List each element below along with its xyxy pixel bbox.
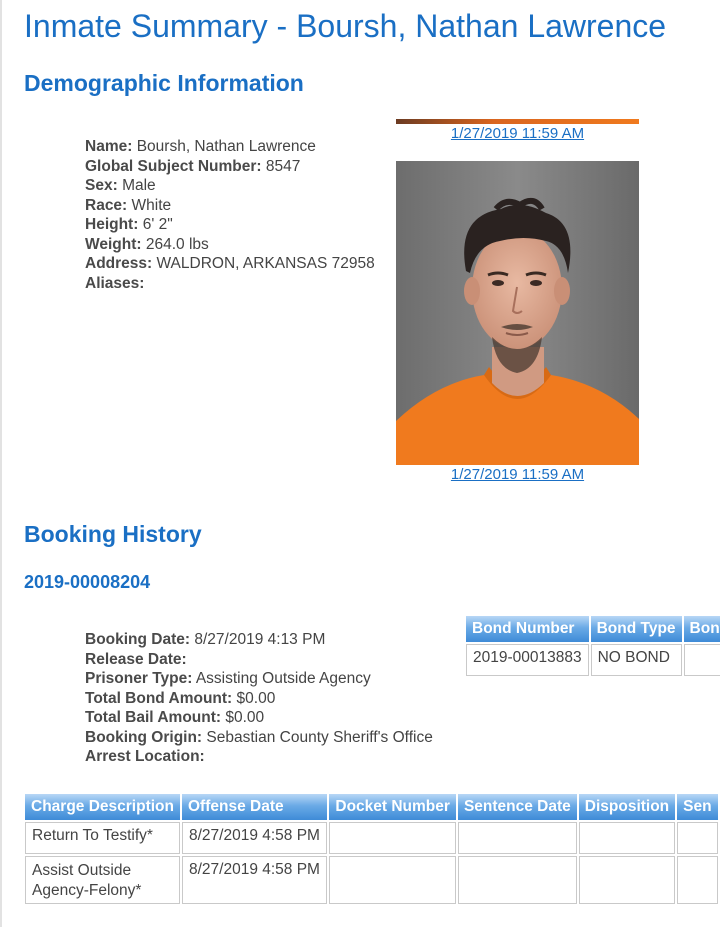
field-address: Address: WALDRON, ARKANSAS 72958 <box>85 255 375 272</box>
charge-description-cell: Return To Testify* <box>25 822 180 854</box>
offense-date-header: Offense Date <box>182 794 327 820</box>
previous-photo-cropped <box>396 119 639 124</box>
charge-table <box>23 792 720 906</box>
demographic-heading: Demographic Information <box>24 70 304 96</box>
field-booking-date: Booking Date: 8/27/2019 4:13 PM <box>85 631 326 648</box>
table-row <box>466 644 720 676</box>
bond-table-header-row <box>466 616 720 642</box>
docket-number-header: Docket Number <box>329 794 456 820</box>
disposition-cell <box>579 856 675 904</box>
booking-number-link[interactable]: 2019-00008204 <box>24 572 151 592</box>
sentence-date-cell <box>458 822 577 854</box>
sentence-date-cell <box>458 856 577 904</box>
field-aliases: Aliases: <box>85 274 145 292</box>
field-race: Race: White <box>85 196 172 214</box>
docket-number-cell <box>329 822 456 854</box>
field-arrest-location: Arrest Location: <box>85 748 205 765</box>
sentence-header: Sen <box>677 794 718 820</box>
demographic-fields <box>85 137 375 293</box>
bond-amount-cell <box>684 644 720 676</box>
field-name: Name: Boursh, Nathan Lawrence <box>85 138 316 155</box>
booking-fields <box>85 630 433 767</box>
field-global-subject-number: Global Subject Number: 8547 <box>85 157 301 175</box>
table-row <box>25 856 718 904</box>
bond-amount-header: Bon <box>684 616 720 642</box>
disposition-header: Disposition <box>579 794 675 820</box>
field-booking-origin: Booking Origin: Sebastian County Sheriff's Office <box>85 728 433 746</box>
charge-description-header: Charge Description <box>25 794 180 820</box>
mugshot-photo <box>396 161 639 465</box>
sentence-cell <box>677 856 718 904</box>
page-left-border <box>0 0 2 927</box>
table-row <box>25 822 718 854</box>
field-release-date: Release Date: <box>85 650 187 668</box>
bond-type-header: Bond Type <box>591 616 682 642</box>
photo-date-link-2[interactable]: 1/27/2019 11:59 AM <box>450 466 585 483</box>
sentence-cell <box>677 822 718 854</box>
docket-number-cell <box>329 856 456 904</box>
bond-number-cell: 2019-00013883 <box>466 644 589 676</box>
bond-type-cell: NO BOND <box>591 644 682 676</box>
booking-history-heading: Booking History <box>24 521 202 547</box>
page-title: Inmate Summary - Boursh, Nathan Lawrence <box>24 8 667 44</box>
offense-date-cell: 8/27/2019 4:58 PM <box>182 822 327 854</box>
field-weight: Weight: 264.0 lbs <box>85 235 209 253</box>
sentence-date-header: Sentence Date <box>458 794 577 820</box>
field-total-bail-amount: Total Bail Amount: $0.00 <box>85 709 265 726</box>
charge-table-header-row <box>25 794 718 820</box>
photo-date-link-1[interactable]: 1/27/2019 11:59 AM <box>450 125 585 142</box>
field-prisoner-type: Prisoner Type: Assisting Outside Agency <box>85 670 371 687</box>
charge-description-cell: Assist Outside Agency-Felony* <box>25 856 180 904</box>
disposition-cell <box>579 822 675 854</box>
bond-table <box>464 614 720 678</box>
field-height: Height: 6' 2" <box>85 216 173 233</box>
field-total-bond-amount: Total Bond Amount: $0.00 <box>85 689 276 707</box>
bond-number-header: Bond Number <box>466 616 589 642</box>
field-sex: Sex: Male <box>85 177 156 194</box>
offense-date-cell: 8/27/2019 4:58 PM <box>182 856 327 904</box>
